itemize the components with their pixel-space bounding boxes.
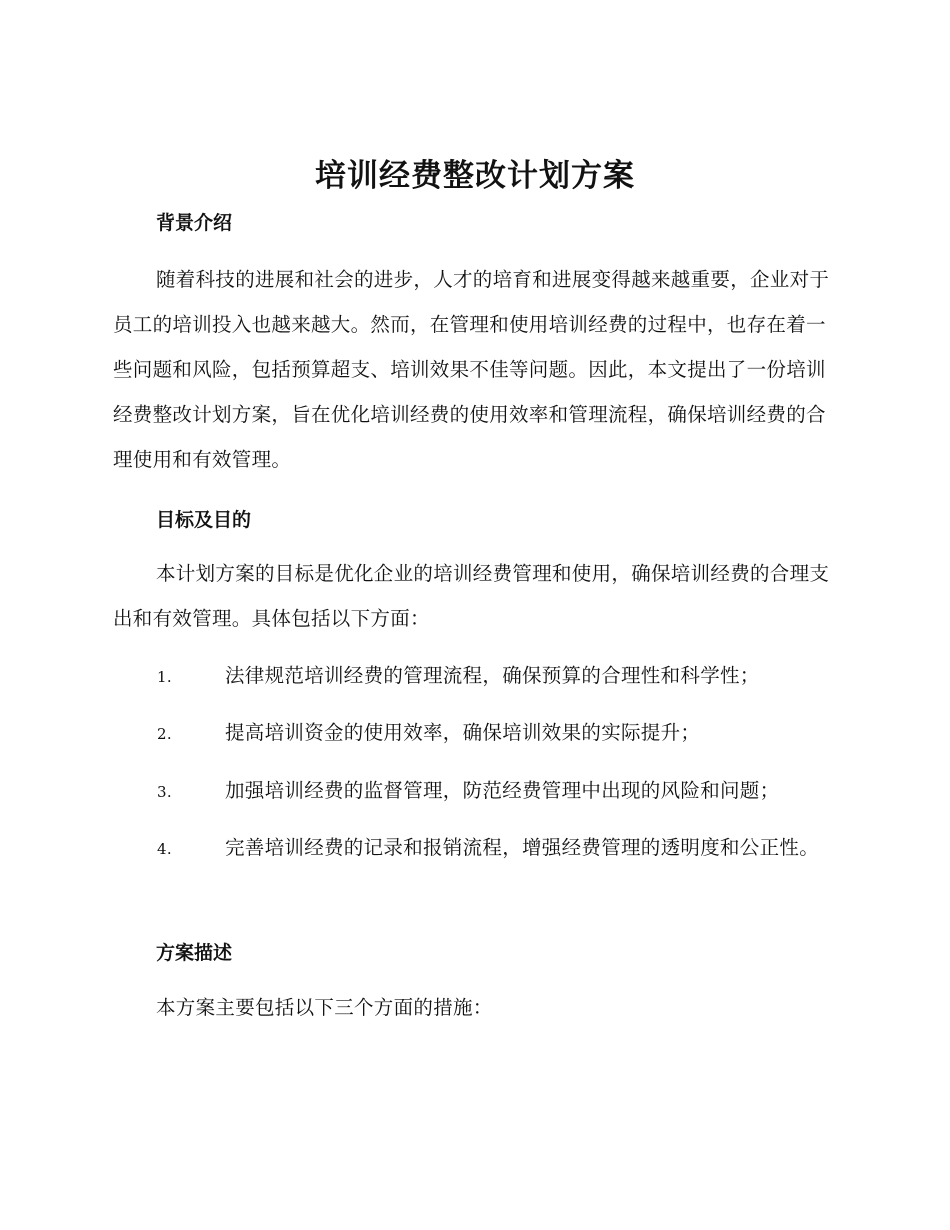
goal-list-item xyxy=(113,825,843,872)
page-title: 培训经费整改计划方案 xyxy=(315,158,635,194)
plan-paragraph: 本方案主要包括以下三个方面的措施： xyxy=(156,996,493,1019)
background-paragraph: 随着科技的进展和社会的进步，人才的培育和进展变得越来越重要，企业对于员工的培训投入也越来越大。然而，在管理和使用培训经费的过程中，也存在着一些问题和风险，包括预算超支、培训效果不佳等问题。因此，本文提出了一份培训经费整改计划方案，旨在优化培训经费的使用效率和管理流程，确保培训经费的合理使用和有效管理。 xyxy=(113,268,830,471)
list-number: 2. xyxy=(157,725,172,743)
list-text: 完善培训经费的记录和报销流程，增强经费管理的透明度和公正性。 xyxy=(225,836,820,859)
goal-list-item xyxy=(113,710,843,757)
list-number: 1. xyxy=(157,668,172,686)
section-heading-background: 背景介绍 xyxy=(156,212,233,234)
list-text: 加强培训经费的监督管理，防范经费管理中出现的风险和问题； xyxy=(225,779,780,802)
goal-list-item xyxy=(113,653,843,700)
list-text: 法律规范培训经费的管理流程，确保预算的合理性和科学性； xyxy=(225,664,760,687)
goal-list-item xyxy=(113,768,843,815)
list-text: 提高培训资金的使用效率，确保培训效果的实际提升； xyxy=(225,721,701,744)
list-number: 4. xyxy=(157,840,172,858)
goals-paragraph: 本计划方案的目标是优化企业的培训经费管理和使用，确保培训经费的合理支出和有效管理。具体包括以下方面： xyxy=(113,562,830,630)
section-heading-goals: 目标及目的 xyxy=(156,509,252,531)
section-heading-plan: 方案描述 xyxy=(156,942,233,964)
list-number: 3. xyxy=(157,783,172,801)
